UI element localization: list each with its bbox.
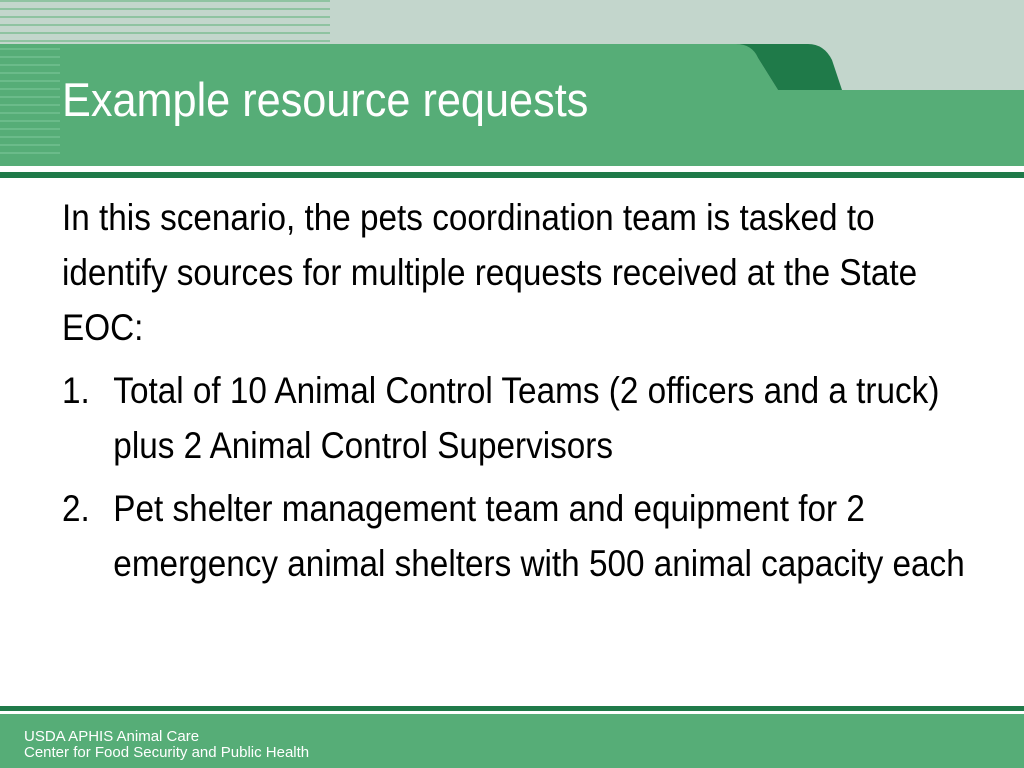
list-item-text: Total of 10 Animal Control Teams (2 officers and a truck) plus 2 Animal Control Supervisors	[113, 370, 940, 466]
slide-title: Example resource requests	[62, 73, 589, 126]
list-item	[62, 363, 986, 473]
list-item-number: 2.	[62, 488, 90, 529]
footer-bar	[0, 714, 1024, 768]
intro-paragraph: In this scenario, the pets coordination team is tasked to identify sources for multiple requests received at the State EOC:	[62, 197, 918, 348]
footer-divider	[0, 706, 1024, 711]
footer-organization: USDA APHIS Animal Care	[24, 728, 200, 745]
request-list	[62, 363, 982, 591]
list-item	[62, 481, 986, 591]
list-item-text: Pet shelter management team and equipment for 2 emergency animal shelters with 500 animal capacity each	[113, 488, 965, 584]
slide-body	[62, 190, 982, 599]
header-divider	[0, 172, 1024, 178]
footer-center: Center for Food Security and Public Health	[24, 744, 310, 761]
footer-credits	[24, 729, 309, 761]
list-item-number: 1.	[62, 370, 90, 411]
